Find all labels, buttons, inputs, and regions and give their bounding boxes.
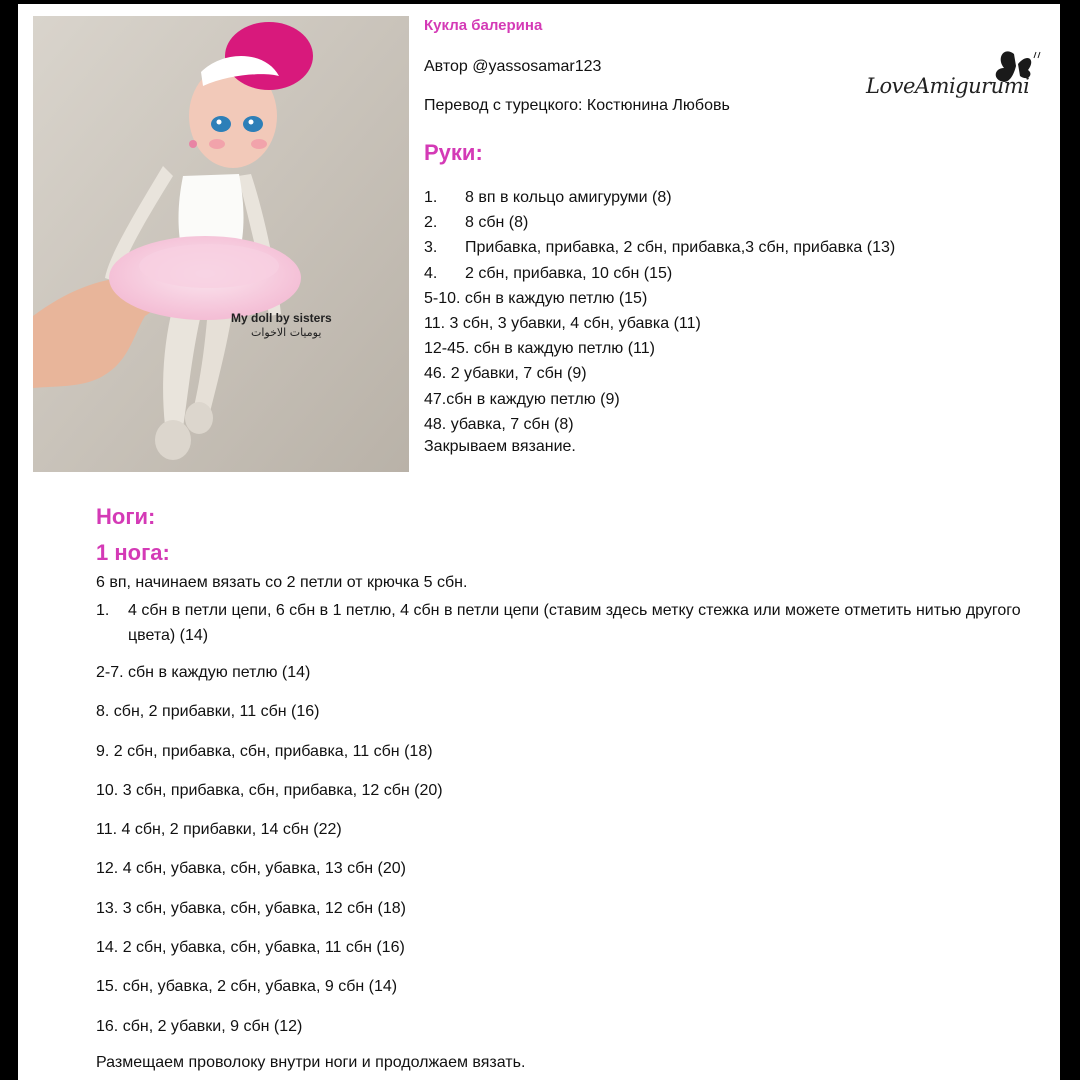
arms-row: 2. 8 сбн (8) — [424, 214, 529, 232]
translation-credit: Перевод с турецкого: Костюнина Любовь — [424, 97, 730, 114]
leg-one-heading: 1 нога: — [96, 540, 170, 565]
arms-instructions — [424, 185, 895, 437]
arms-row: 12-45. сбн в каждую петлю (11) — [424, 340, 655, 358]
leg-closing: Размещаем проволоку внутри ноги и продолжаем вязать. — [96, 1054, 526, 1071]
leg-row: 8. сбн, 2 прибавки, 11 сбн (16) — [96, 703, 320, 721]
arms-row: 47.сбн в каждую петлю (9) — [424, 390, 620, 408]
leg-instructions — [96, 660, 443, 1053]
logo-text: LoveAmigurumi — [866, 74, 1030, 98]
loveamigurumi-logo — [864, 46, 1044, 116]
leg-row: 11. 4 сбн, 2 прибавки, 14 сбн (22) — [96, 821, 342, 839]
leg-row: 10. 3 сбн, прибавка, сбн, прибавка, 12 сбн (20) — [96, 781, 443, 799]
document-page — [18, 4, 1060, 1080]
doll-photo — [33, 16, 409, 472]
arms-row: 3. Прибавка, прибавка, 2 сбн, прибавка,3 сбн, прибавка (13) — [424, 239, 896, 257]
leg-row: 14. 2 сбн, убавка, сбн, убавка, 11 сбн (16) — [96, 939, 405, 957]
arms-row: 11. 3 сбн, 3 убавки, 4 сбн, убавка (11) — [424, 314, 701, 332]
arms-row: 48. убавка, 7 сбн (8) — [424, 415, 574, 433]
leg-row-first — [96, 598, 1056, 648]
arms-row: 1. 8 вп в кольцо амигуруми (8) — [424, 189, 672, 206]
leg-intro: 6 вп, начинаем вязать со 2 петли от крючка 5 сбн. — [96, 574, 468, 591]
arms-heading: Руки: — [424, 140, 483, 165]
leg-row: 15. сбн, убавка, 2 сбн, убавка, 9 сбн (14) — [96, 978, 398, 996]
leg-row: 9. 2 сбн, прибавка, сбн, прибавка, 11 сбн (18) — [96, 742, 433, 760]
leg-row: 13. 3 сбн, убавка, сбн, убавка, 12 сбн (18) — [96, 899, 406, 917]
watermark-text: My doll by sisters — [231, 311, 332, 325]
pattern-title: Кукла балерина — [424, 17, 543, 34]
arms-closing: Закрываем вязание. — [424, 438, 576, 455]
arms-row: 46. 2 убавки, 7 сбн (9) — [424, 365, 587, 383]
legs-heading: Ноги: — [96, 504, 156, 529]
leg-row: 12. 4 сбн, убавка, сбн, убавка, 13 сбн (20) — [96, 860, 406, 878]
leg-row: 16. сбн, 2 убавки, 9 сбн (12) — [96, 1017, 303, 1035]
leg-row: 2-7. сбн в каждую петлю (14) — [96, 664, 311, 681]
ballerina-doll-image — [33, 16, 409, 472]
arms-row: 5-10. сбн в каждую петлю (15) — [424, 289, 648, 307]
author-line: Автор @yassosamar123 — [424, 58, 602, 75]
arms-row: 4. 2 сбн, прибавка, 10 сбн (15) — [424, 264, 673, 282]
leg-row-first-text: 4 сбн в петли цепи, 6 сбн в 1 петлю, 4 сбн в петли цепи (ставим здесь метку стежка или можете отметить нитью другого цвета) (14) — [128, 602, 1021, 644]
watermark-arabic: يوميات الاخوات — [251, 326, 322, 339]
leg-row-first-number: 1. — [96, 602, 110, 619]
